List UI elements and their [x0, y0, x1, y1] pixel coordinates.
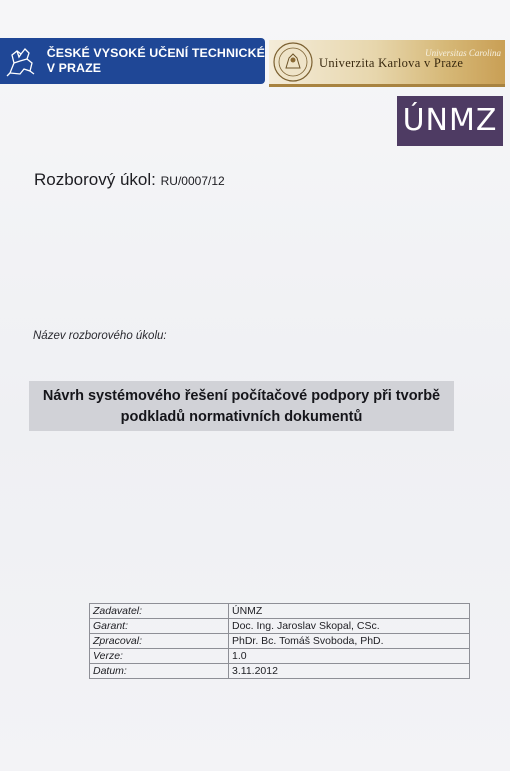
title-line-2: podkladů normativních dokumentů: [120, 409, 363, 425]
row-value: PhDr. Bc. Tomáš Svoboda, PhD.: [229, 634, 470, 649]
row-value: ÚNMZ: [229, 604, 470, 619]
unmz-logo: [397, 96, 503, 146]
project-line: [34, 170, 225, 190]
project-label: Rozborový úkol:: [34, 170, 156, 189]
row-label: Verze:: [90, 649, 229, 664]
task-name-label: Název rozborového úkolu:: [33, 330, 167, 342]
lion-emblem-icon: [3, 42, 41, 80]
seal-icon: [272, 41, 314, 83]
table-row: [90, 619, 470, 634]
cvut-logo: [0, 38, 265, 84]
info-table: [89, 603, 470, 679]
document-title: [29, 386, 454, 428]
project-code: RU/0007/12: [160, 174, 225, 188]
uk-script: Universitas Carolina: [425, 48, 501, 58]
row-label: Zpracoval:: [90, 634, 229, 649]
unmz-logo-text: ÚNMZ: [402, 103, 498, 138]
row-value: 1.0: [229, 649, 470, 664]
table-row: [90, 634, 470, 649]
row-label: Garant:: [90, 619, 229, 634]
table-row: [90, 649, 470, 664]
cvut-name: [47, 46, 265, 76]
table-row: [90, 664, 470, 679]
title-line-1: Návrh systémového řešení počítačové podpory při tvorbě: [42, 388, 441, 404]
uk-name: Univerzita Karlova v Praze: [319, 56, 464, 70]
table-row: [90, 604, 470, 619]
cvut-name-line-2: V PRAZE: [46, 61, 102, 75]
row-value: Doc. Ing. Jaroslav Skopal, CSc.: [229, 619, 470, 634]
row-label: Zadavatel:: [90, 604, 229, 619]
row-value: 3.11.2012: [229, 664, 470, 679]
cvut-name-line-1: ČESKÉ VYSOKÉ UČENÍ TECHNICKÉ: [46, 46, 265, 60]
uk-logo: [269, 40, 505, 87]
row-label: Datum:: [90, 664, 229, 679]
title-box: [29, 381, 454, 431]
